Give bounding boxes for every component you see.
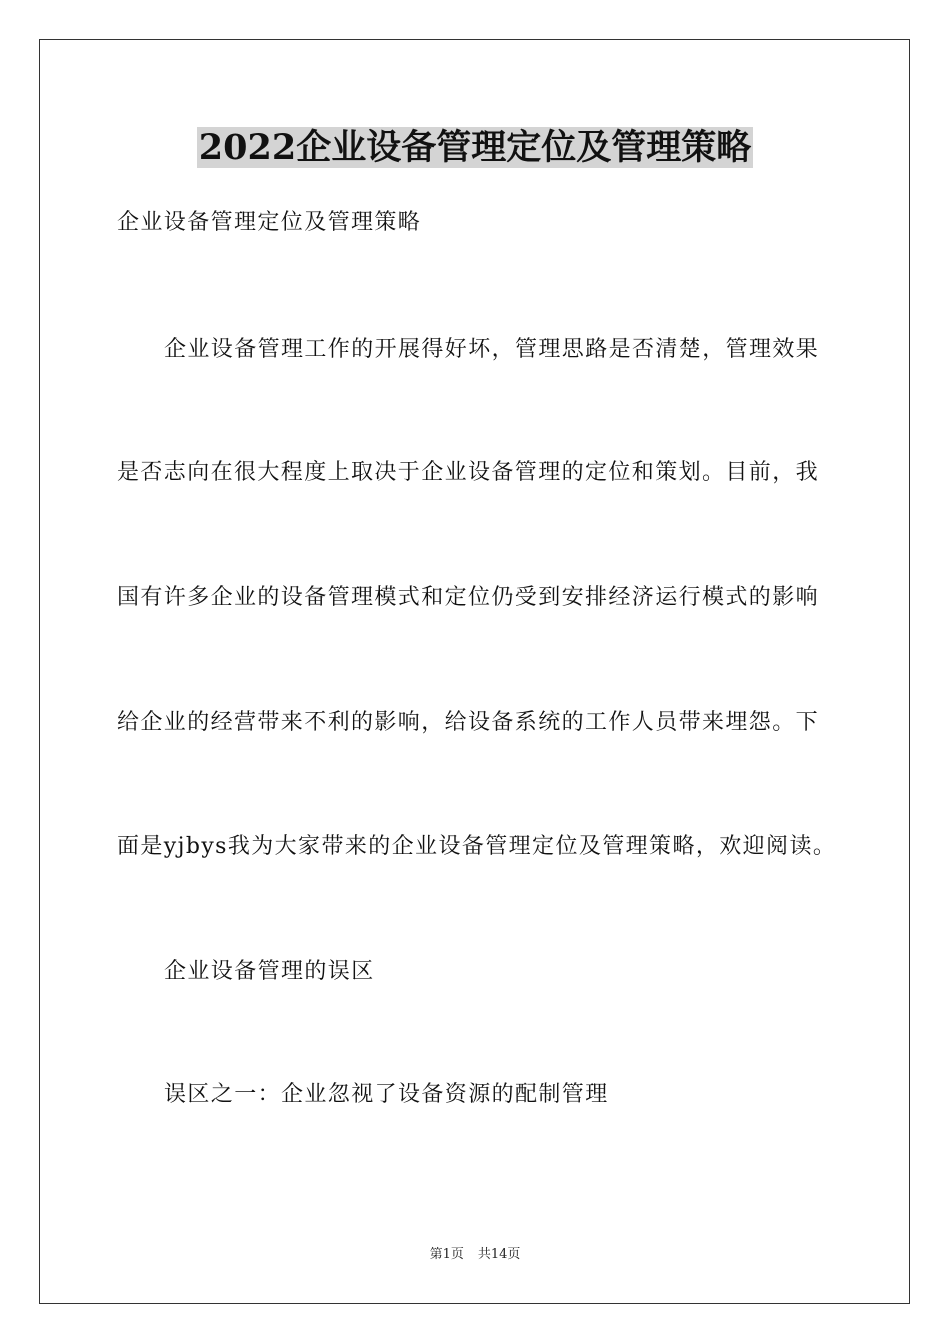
paragraph-line-3: 国有许多企业的设备管理模式和定位仍受到安排经济运行模式的影响 (117, 585, 820, 610)
paragraph-line-5: 面是yjbys我为大家带来的企业设备管理定位及管理策略，欢迎阅读。 (117, 834, 837, 859)
paragraph-line-4: 给企业的经营带来不利的影响，给设备系统的工作人员带来埋怨。下 (117, 710, 820, 735)
page-footer (0, 1246, 950, 1264)
document-title (0, 126, 950, 170)
document-subtitle: 企业设备管理定位及管理策略 (117, 210, 422, 235)
paragraph-line-1: 企业设备管理工作的开展得好坏，管理思路是否清楚，管理效果 (164, 337, 820, 362)
section-heading: 企业设备管理的误区 (164, 959, 375, 984)
paragraph-line-2: 是否志向在很大程度上取决于企业设备管理的定位和策划。目前，我 (117, 460, 820, 485)
page-number: 第1页 (429, 1247, 464, 1262)
subsection-heading: 误区之一：企业忽视了设备资源的配制管理 (164, 1082, 609, 1107)
page-total: 共14页 (477, 1247, 521, 1262)
document-title-text: 2022企业设备管理定位及管理策略 (198, 127, 752, 168)
